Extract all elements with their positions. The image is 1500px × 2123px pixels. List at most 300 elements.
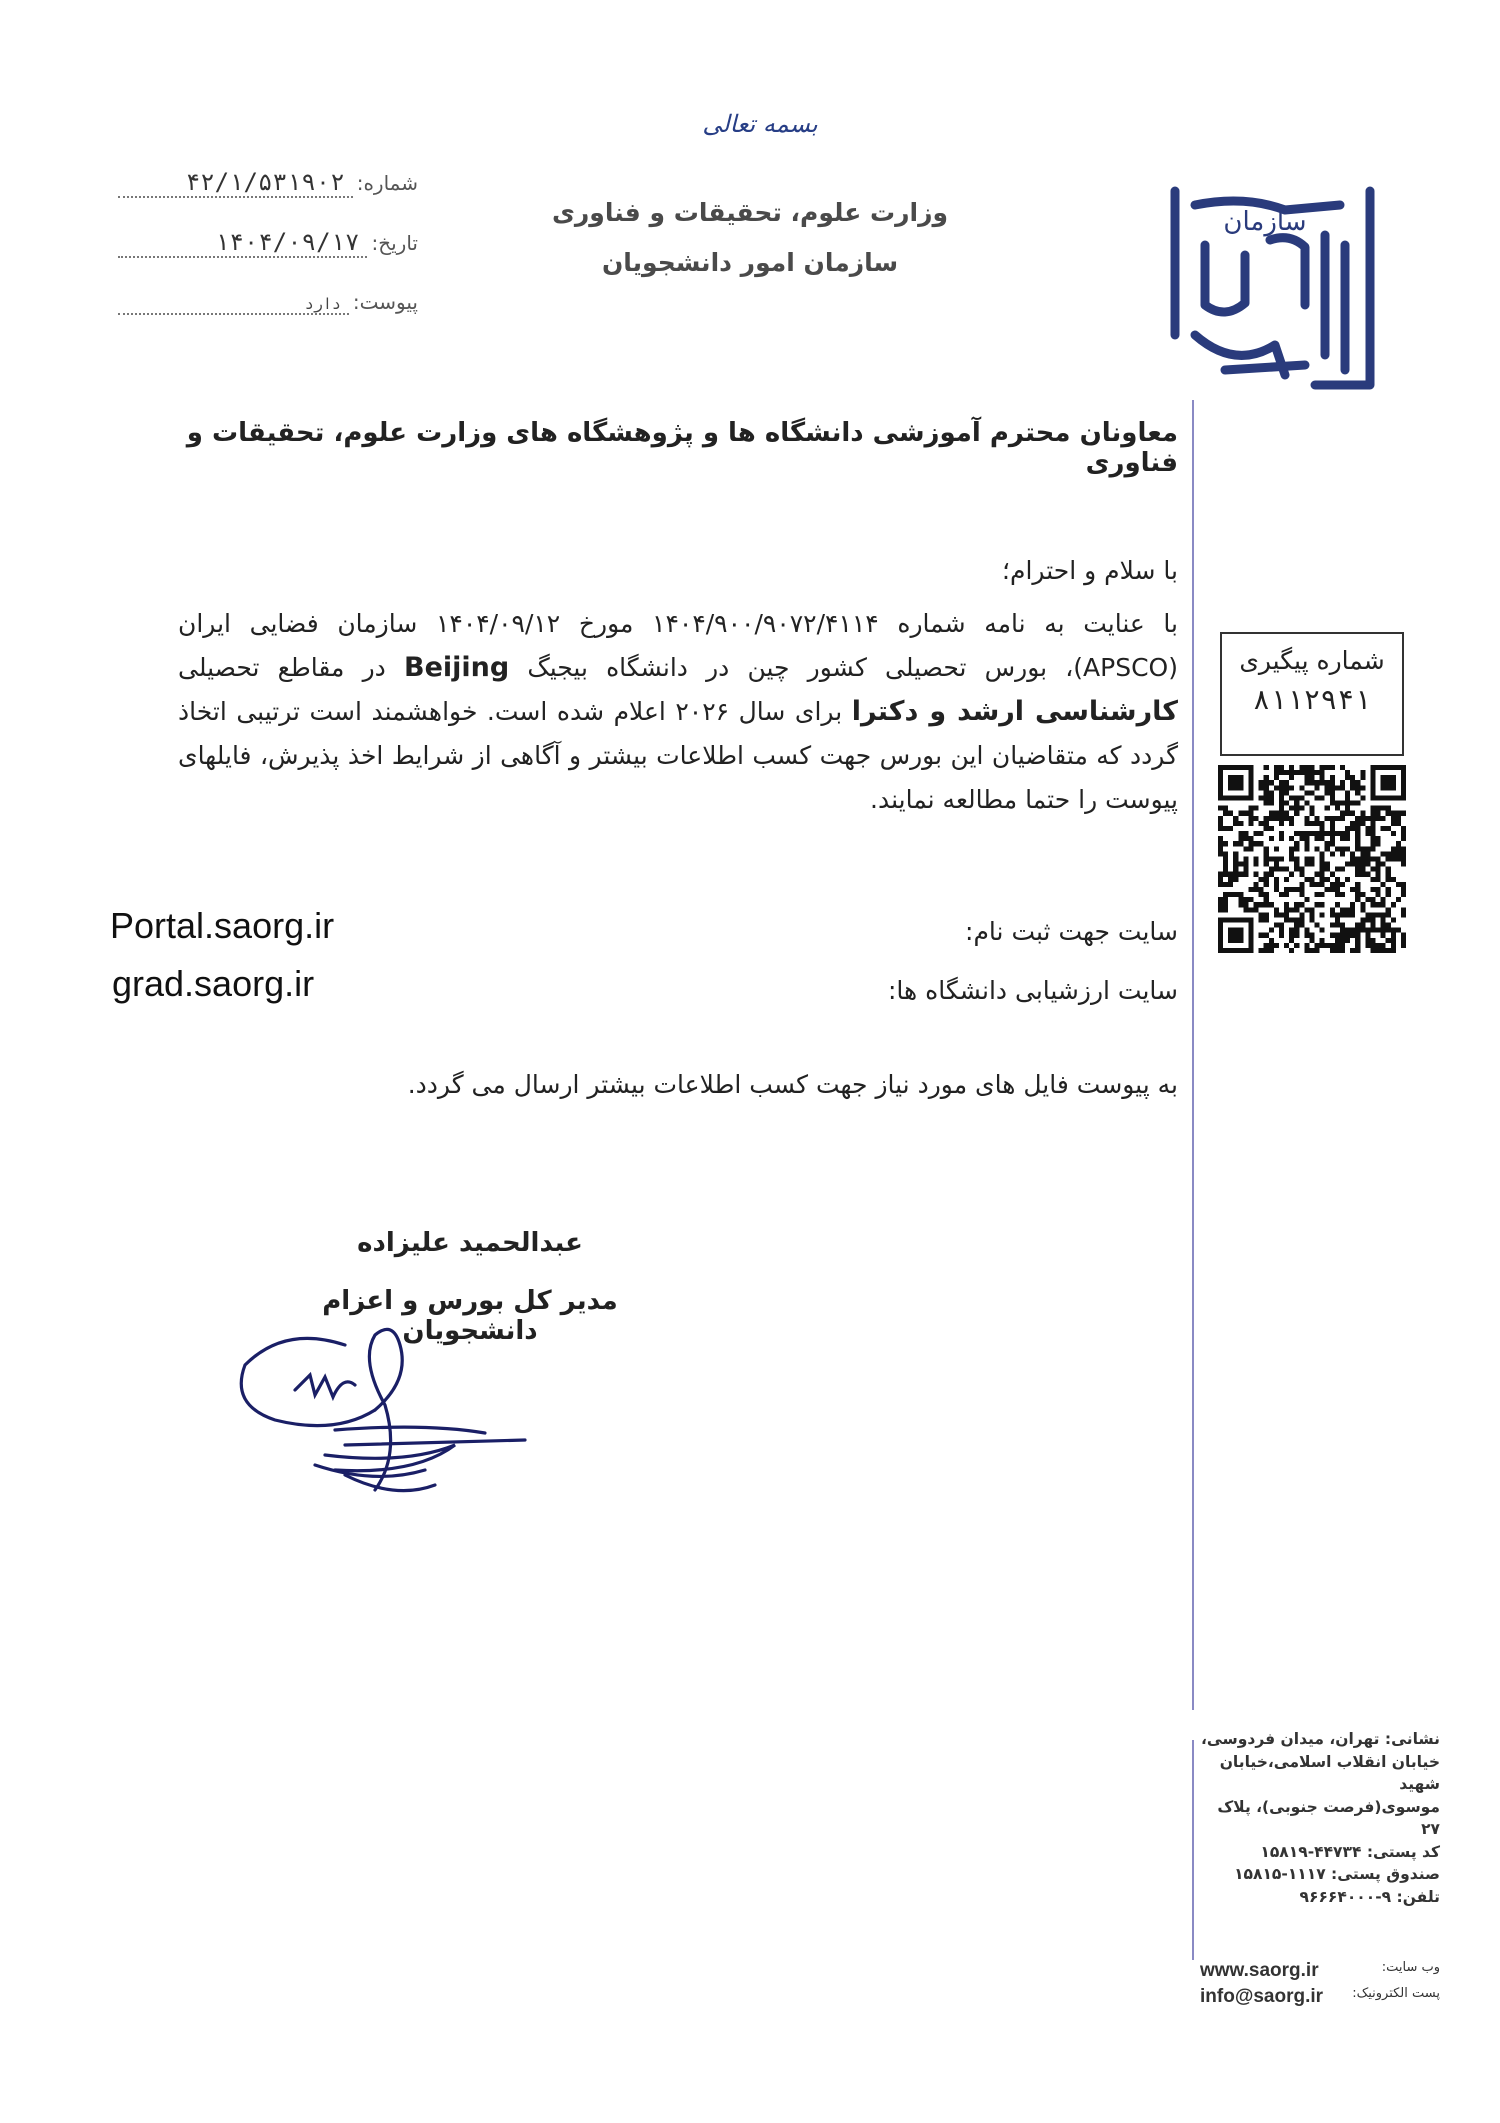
qr-module	[1289, 836, 1294, 841]
qr-module	[1320, 765, 1325, 770]
qr-module	[1309, 770, 1314, 775]
qr-module	[1345, 790, 1350, 795]
qr-module	[1309, 780, 1314, 785]
qr-module	[1274, 887, 1279, 892]
qr-module	[1264, 775, 1269, 780]
qr-module	[1223, 806, 1228, 811]
qr-module	[1365, 933, 1370, 938]
qr-module	[1381, 826, 1386, 831]
qr-module	[1309, 907, 1314, 912]
qr-module	[1299, 831, 1304, 836]
qr-module	[1340, 831, 1345, 836]
qr-module	[1325, 816, 1330, 821]
logo-text-top: سازمان	[1223, 207, 1307, 237]
qr-module	[1335, 867, 1340, 872]
qr-module	[1340, 892, 1345, 897]
qr-module	[1345, 811, 1350, 816]
qr-module	[1294, 846, 1299, 851]
qr-module	[1279, 770, 1284, 775]
qr-module	[1274, 816, 1279, 821]
qr-module	[1259, 948, 1264, 953]
qr-module	[1330, 821, 1335, 826]
qr-module	[1381, 948, 1386, 953]
qr-module	[1315, 836, 1320, 841]
qr-module	[1320, 928, 1325, 933]
letter-attachment-label: پیوست:	[352, 290, 418, 314]
qr-module	[1325, 887, 1330, 892]
qr-module	[1340, 923, 1345, 928]
qr-module	[1279, 795, 1284, 800]
qr-module	[1391, 933, 1396, 938]
body-text-part2: در مقاطع تحصیلی	[178, 653, 404, 682]
qr-module	[1386, 867, 1391, 872]
qr-module	[1315, 770, 1320, 775]
qr-module	[1320, 872, 1325, 877]
qr-module	[1299, 785, 1304, 790]
qr-module	[1223, 841, 1228, 846]
qr-module	[1315, 821, 1320, 826]
qr-module	[1330, 841, 1335, 846]
qr-module	[1386, 907, 1391, 912]
qr-module	[1233, 856, 1238, 861]
qr-module	[1376, 877, 1381, 882]
qr-module	[1330, 826, 1335, 831]
qr-module	[1320, 867, 1325, 872]
qr-module	[1386, 948, 1391, 953]
qr-module	[1304, 856, 1309, 861]
qr-module	[1401, 938, 1406, 943]
qr-module	[1391, 821, 1396, 826]
qr-module	[1279, 923, 1284, 928]
qr-module	[1350, 912, 1355, 917]
qr-module	[1233, 862, 1238, 867]
qr-module	[1391, 938, 1396, 943]
qr-module	[1299, 867, 1304, 872]
qr-module	[1269, 801, 1274, 806]
qr-module	[1320, 775, 1325, 780]
qr-module	[1386, 938, 1391, 943]
qr-module	[1340, 938, 1345, 943]
qr-module	[1299, 887, 1304, 892]
email-link[interactable]: info@saorg.ir	[1200, 1986, 1324, 2007]
qr-module	[1228, 892, 1233, 897]
organization-name: سازمان امور دانشجویان	[601, 248, 899, 277]
qr-module	[1289, 872, 1294, 877]
qr-module	[1340, 882, 1345, 887]
registration-link[interactable]: Portal.saorg.ir	[110, 905, 335, 946]
qr-module	[1391, 851, 1396, 856]
qr-module	[1218, 821, 1223, 826]
qr-module	[1289, 765, 1294, 770]
qr-module	[1320, 851, 1325, 856]
qr-module	[1264, 765, 1269, 770]
qr-module	[1330, 795, 1335, 800]
qr-module	[1228, 877, 1233, 882]
qr-module	[1325, 862, 1330, 867]
qr-module	[1304, 775, 1309, 780]
qr-module	[1294, 862, 1299, 867]
qr-module	[1309, 933, 1314, 938]
qr-module	[1350, 826, 1355, 831]
qr-module	[1248, 836, 1253, 841]
qr-module	[1365, 938, 1370, 943]
qr-module	[1279, 856, 1284, 861]
qr-module	[1248, 816, 1253, 821]
qr-module	[1335, 912, 1340, 917]
qr-module	[1370, 887, 1375, 892]
qr-module	[1274, 846, 1279, 851]
qr-module	[1289, 928, 1294, 933]
qr-module	[1294, 770, 1299, 775]
qr-module	[1218, 897, 1223, 902]
margin-rule	[1192, 400, 1194, 1710]
qr-module	[1365, 851, 1370, 856]
qr-module	[1401, 887, 1406, 892]
handwritten-signature	[225, 1305, 545, 1505]
tracking-label: شماره پیگیری	[1239, 646, 1385, 675]
qr-module	[1274, 867, 1279, 872]
qr-module	[1345, 877, 1350, 882]
qr-module	[1304, 765, 1309, 770]
qr-module	[1365, 862, 1370, 867]
qr-module	[1320, 943, 1325, 948]
qr-module	[1365, 928, 1370, 933]
qr-module	[1401, 907, 1406, 912]
qr-module	[1294, 902, 1299, 907]
qr-module	[1238, 872, 1243, 877]
qr-module	[1360, 902, 1365, 907]
qr-module	[1304, 846, 1309, 851]
qr-module	[1396, 851, 1401, 856]
qr-module	[1320, 862, 1325, 867]
qr-module	[1218, 851, 1223, 856]
qr-module	[1248, 806, 1253, 811]
qr-module	[1309, 821, 1314, 826]
qr-module	[1304, 836, 1309, 841]
qr-module	[1254, 806, 1259, 811]
qr-module	[1309, 938, 1314, 943]
qr-module	[1401, 912, 1406, 917]
qr-module	[1259, 821, 1264, 826]
qr-module	[1401, 943, 1406, 948]
qr-module	[1355, 790, 1360, 795]
qr-module	[1294, 933, 1299, 938]
qr-module	[1386, 811, 1391, 816]
qr-module	[1320, 912, 1325, 917]
qr-module	[1294, 907, 1299, 912]
qr-module	[1315, 882, 1320, 887]
qr-module	[1289, 821, 1294, 826]
qr-module	[1370, 816, 1375, 821]
qr-module	[1299, 872, 1304, 877]
qr-module	[1228, 882, 1233, 887]
qr-module	[1376, 943, 1381, 948]
qr-module	[1370, 917, 1375, 922]
qr-module	[1223, 862, 1228, 867]
qr-module	[1340, 948, 1345, 953]
qr-module	[1401, 892, 1406, 897]
qr-module	[1340, 912, 1345, 917]
address-line: نشانی: تهران، میدان فردوسی،	[1200, 1730, 1440, 1748]
qr-module	[1335, 846, 1340, 851]
qr-module	[1381, 806, 1386, 811]
qr-module	[1284, 790, 1289, 795]
qr-module	[1370, 928, 1375, 933]
qr-module	[1320, 938, 1325, 943]
qr-module	[1401, 851, 1406, 856]
qr-module	[1243, 831, 1248, 836]
qr-module	[1218, 806, 1223, 811]
qr-module	[1340, 816, 1345, 821]
qr-module	[1294, 856, 1299, 861]
qr-module	[1350, 928, 1355, 933]
qr-module	[1274, 862, 1279, 867]
qr-module	[1284, 917, 1289, 922]
body-text-degrees: کارشناسی ارشد و دکترا	[851, 696, 1178, 727]
qr-module	[1401, 862, 1406, 867]
qr-module	[1320, 826, 1325, 831]
qr-module	[1243, 846, 1248, 851]
qr-module	[1365, 912, 1370, 917]
qr-module	[1279, 836, 1284, 841]
qr-module	[1228, 872, 1233, 877]
qr-module	[1269, 795, 1274, 800]
qr-module	[1350, 856, 1355, 861]
qr-module	[1345, 836, 1350, 841]
qr-module	[1355, 892, 1360, 897]
qr-module	[1294, 917, 1299, 922]
qr-module	[1345, 770, 1350, 775]
qr-module	[1269, 938, 1274, 943]
qr-module	[1315, 846, 1320, 851]
qr-module	[1350, 780, 1355, 785]
qr-module	[1294, 928, 1299, 933]
qr-module	[1376, 902, 1381, 907]
qr-module	[1269, 928, 1274, 933]
qr-module	[1330, 912, 1335, 917]
qr-module	[1284, 867, 1289, 872]
qr-module	[1386, 856, 1391, 861]
qr-module	[1381, 882, 1386, 887]
qr-module	[1381, 923, 1386, 928]
qr-module	[1248, 811, 1253, 816]
qr-module	[1269, 790, 1274, 795]
qr-module	[1269, 816, 1274, 821]
qr-module	[1386, 928, 1391, 933]
letter-number-value: ۴۲/۱/۵۳۱۹۰۲	[118, 168, 353, 198]
qr-module	[1274, 943, 1279, 948]
qr-module	[1304, 897, 1309, 902]
qr-module	[1355, 897, 1360, 902]
website-link[interactable]: www.saorg.ir	[1200, 1960, 1319, 1981]
qr-module	[1330, 780, 1335, 785]
qr-module	[1355, 933, 1360, 938]
qr-module	[1376, 887, 1381, 892]
qr-module	[1289, 806, 1294, 811]
qr-module	[1401, 933, 1406, 938]
qr-module	[1223, 892, 1228, 897]
qr-module	[1289, 907, 1294, 912]
qr-module	[1264, 780, 1269, 785]
qr-module	[1304, 862, 1309, 867]
qr-module	[1401, 811, 1406, 816]
qr-module	[1279, 790, 1284, 795]
qr-module	[1259, 780, 1264, 785]
qr-module	[1284, 811, 1289, 816]
qr-module	[1350, 785, 1355, 790]
tracking-box	[1220, 632, 1404, 756]
qr-module	[1238, 897, 1243, 902]
qr-module	[1340, 801, 1345, 806]
qr-module	[1320, 877, 1325, 882]
qr-module	[1284, 912, 1289, 917]
qr-module	[1391, 831, 1396, 836]
qr-module	[1248, 887, 1253, 892]
qr-module	[1335, 923, 1340, 928]
qr-module	[1376, 948, 1381, 953]
qr-module	[1325, 831, 1330, 836]
qr-module	[1376, 867, 1381, 872]
address-line: خیابان انقلاب اسلامی،خیابان شهید	[1219, 1752, 1440, 1793]
evaluation-link[interactable]: grad.saorg.ir	[112, 963, 315, 1004]
qr-module	[1233, 841, 1238, 846]
qr-module	[1238, 841, 1243, 846]
qr-module	[1284, 877, 1289, 882]
qr-module	[1355, 928, 1360, 933]
qr-module	[1264, 801, 1269, 806]
qr-module	[1264, 795, 1269, 800]
qr-module	[1284, 902, 1289, 907]
qr-module	[1370, 938, 1375, 943]
qr-module	[1391, 943, 1396, 948]
qr-module	[1320, 780, 1325, 785]
qr-module	[1254, 841, 1259, 846]
qr-module	[1294, 923, 1299, 928]
qr-module	[1254, 882, 1259, 887]
qr-module	[1325, 846, 1330, 851]
qr-module	[1330, 775, 1335, 780]
qr-module	[1243, 811, 1248, 816]
qr-module	[1355, 856, 1360, 861]
qr-module	[1340, 933, 1345, 938]
qr-module	[1360, 892, 1365, 897]
qr-module	[1264, 862, 1269, 867]
qr-module	[1396, 841, 1401, 846]
qr-module	[1279, 831, 1284, 836]
qr-module	[1254, 872, 1259, 877]
qr-module	[1325, 877, 1330, 882]
address-line: صندوق پستی: ۱۱۱۷-۱۵۸۱۵	[1234, 1865, 1440, 1883]
qr-module	[1315, 892, 1320, 897]
qr-module	[1355, 780, 1360, 785]
qr-module	[1370, 948, 1375, 953]
qr-module	[1355, 826, 1360, 831]
qr-module	[1386, 892, 1391, 897]
qr-module	[1269, 872, 1274, 877]
address-block	[1200, 1728, 1440, 1908]
letter-attachment-value: دارد	[118, 295, 349, 315]
qr-module	[1315, 872, 1320, 877]
qr-module	[1284, 770, 1289, 775]
qr-module	[1340, 846, 1345, 851]
qr-module	[1218, 907, 1223, 912]
qr-module	[1218, 841, 1223, 846]
registration-label: سایت جهت ثبت نام:	[965, 917, 1178, 946]
qr-module	[1391, 846, 1396, 851]
qr-module	[1233, 867, 1238, 872]
qr-module	[1218, 846, 1223, 851]
qr-module	[1391, 816, 1396, 821]
qr-module	[1370, 836, 1375, 841]
address-line: کد پستی: ۴۴۷۳۴-۱۵۸۱۹	[1260, 1842, 1440, 1861]
qr-module	[1264, 917, 1269, 922]
qr-module	[1381, 902, 1386, 907]
qr-module	[1279, 867, 1284, 872]
qr-module	[1335, 831, 1340, 836]
qr-module	[1365, 831, 1370, 836]
qr-module	[1289, 795, 1294, 800]
qr-module	[1289, 851, 1294, 856]
qr-module	[1299, 902, 1304, 907]
qr-module	[1335, 801, 1340, 806]
qr-module	[1355, 801, 1360, 806]
qr-module	[1223, 907, 1228, 912]
qr-module	[1304, 907, 1309, 912]
body-text-beijing: Beijing	[403, 652, 510, 683]
qr-module	[1294, 806, 1299, 811]
qr-module	[1330, 933, 1335, 938]
saorg-logo-icon	[1165, 185, 1380, 395]
qr-module	[1289, 948, 1294, 953]
qr-module	[1269, 867, 1274, 872]
qr-module	[1248, 821, 1253, 826]
qr-module	[1264, 943, 1269, 948]
qr-module	[1243, 872, 1248, 877]
qr-module	[1370, 841, 1375, 846]
qr-module	[1243, 897, 1248, 902]
qr-module	[1370, 912, 1375, 917]
qr-module	[1264, 912, 1269, 917]
qr-module	[1243, 902, 1248, 907]
qr-module	[1264, 851, 1269, 856]
qr-module	[1299, 836, 1304, 841]
qr-module	[1335, 892, 1340, 897]
qr-module	[1238, 862, 1243, 867]
qr-module	[1370, 826, 1375, 831]
email-label: پست الکترونیک:	[1352, 1986, 1440, 2001]
qr-module	[1325, 780, 1330, 785]
qr-module	[1381, 933, 1386, 938]
qr-module	[1304, 780, 1309, 785]
ministry-name: وزارت علوم، تحقیقات و فناوری	[551, 198, 949, 227]
qr-module	[1223, 851, 1228, 856]
qr-module	[1309, 806, 1314, 811]
qr-module	[1350, 902, 1355, 907]
qr-module	[1299, 923, 1304, 928]
qr-module	[1279, 765, 1284, 770]
qr-module	[1381, 928, 1386, 933]
qr-module	[1274, 811, 1279, 816]
qr-module	[1279, 811, 1284, 816]
body-paragraph	[178, 602, 1178, 822]
qr-module	[1284, 943, 1289, 948]
qr-module	[1401, 831, 1406, 836]
qr-module	[1269, 836, 1274, 841]
qr-module	[1360, 867, 1365, 872]
tracking-number: ۸۱۱۲۹۴۱	[1252, 683, 1371, 716]
qr-module	[1320, 795, 1325, 800]
qr-module	[1248, 897, 1253, 902]
